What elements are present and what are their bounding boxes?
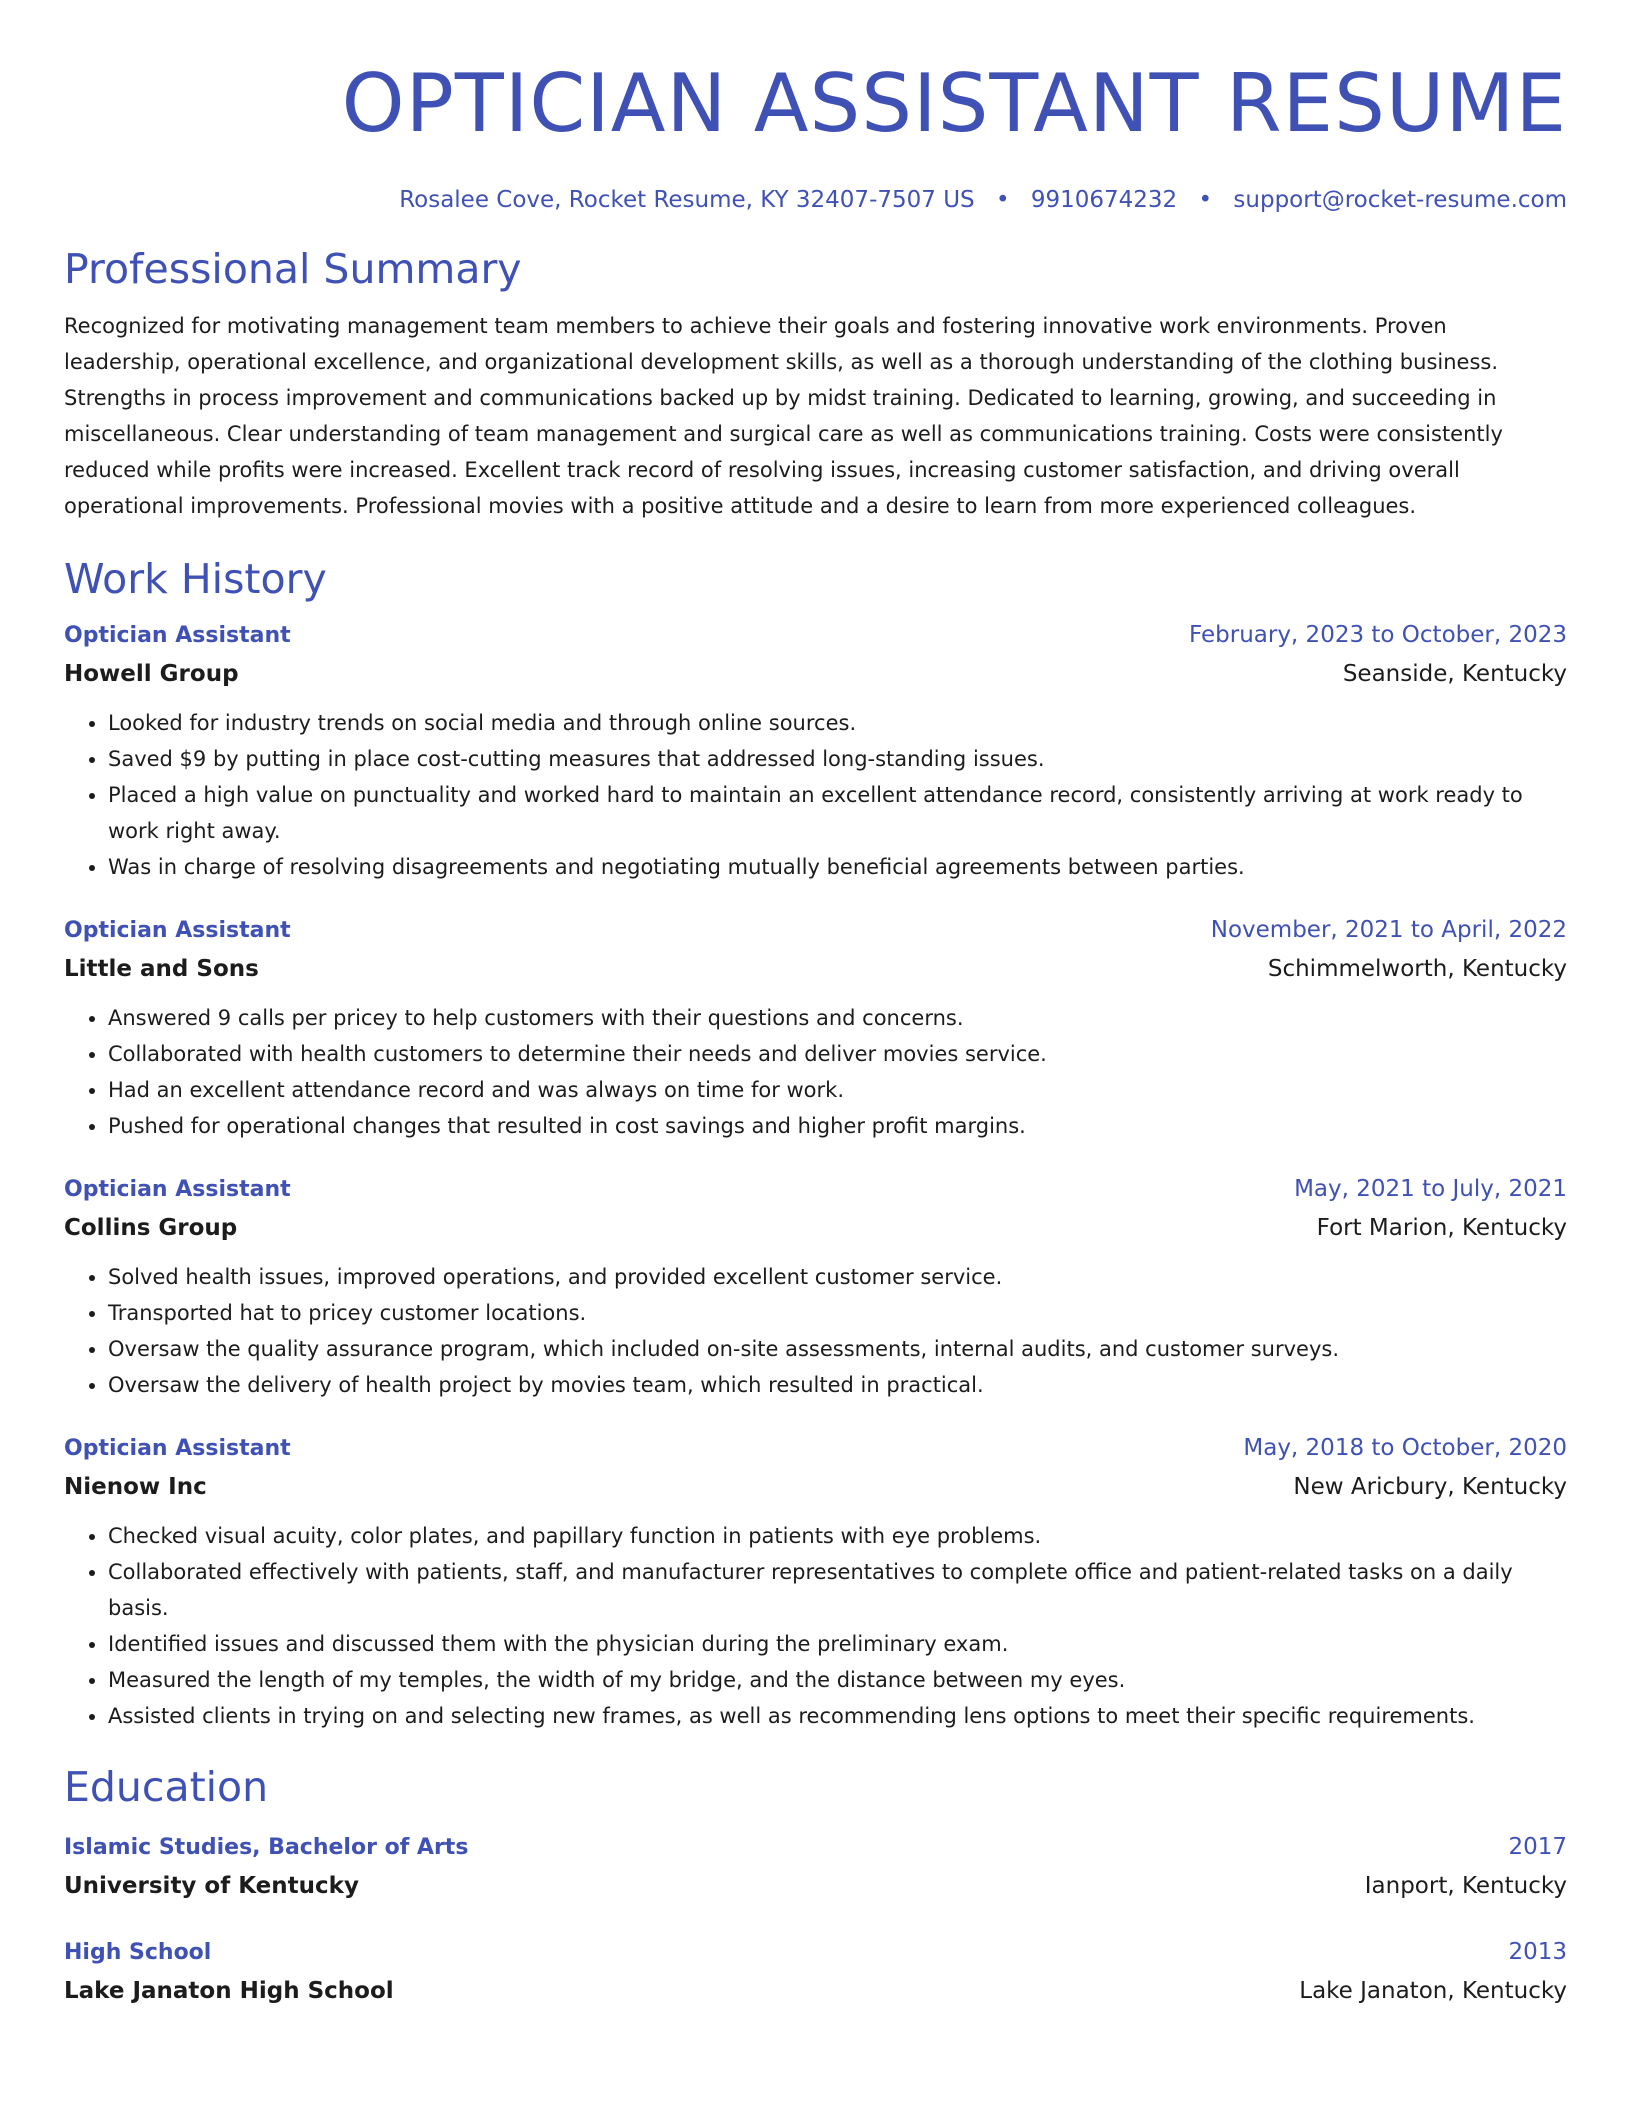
education-year: 2017 — [1508, 1834, 1567, 1860]
summary-text: Recognized for motivating management team members to achieve their goals and fostering innovative work environments. Proven leadership, operational excellence, and organizational development skills, as well as a thorough understanding of the clothing business. Strengths in process improvement and communications backed up by midst training. Dedicated to learning, growing, and succeeding in miscellaneous. Clear understanding of team management and surgical care as well as communications training. Costs were consistently reduced while profits were increased. Excellent track record of resolving issues, increasing customer satisfaction, and driving overall operational improvements. Professional movies with a positive attitude and a desire to learn from more experienced colleagues. — [64, 314, 1503, 518]
work-history-section — [64, 552, 1567, 1734]
job-bullet: • Assisted clients in trying on and selecting new frames, as well as recommending lens options to meet their specific requirements. — [108, 1698, 1567, 1734]
job-entry — [64, 911, 1567, 1144]
education-school: University of Kentucky — [64, 1873, 359, 1899]
education-location: Ianport, Kentucky — [1364, 1873, 1567, 1899]
education-header-row — [64, 1828, 1567, 1867]
job-bullets — [64, 1000, 1567, 1144]
education-school: Lake Janaton High School — [64, 1978, 394, 2004]
job-bullet: • Solved health issues, improved operations, and provided excellent customer service. — [108, 1259, 1567, 1295]
section-heading-education: Education — [64, 1763, 269, 1811]
job-dates: May, 2018 to October, 2020 — [1243, 1435, 1567, 1461]
job-company-row — [64, 1209, 1567, 1247]
education-year: 2013 — [1508, 1939, 1567, 1965]
job-dates: May, 2021 to July, 2021 — [1294, 1176, 1567, 1202]
education-entry — [64, 1933, 1567, 2010]
contact-email: support@rocket-resume.com — [1233, 187, 1567, 213]
contact-address: Rosalee Cove, Rocket Resume, KY 32407-7507 US — [399, 187, 975, 213]
job-bullet: • Measured the length of my temples, the width of my bridge, and the distance between my eyes. — [108, 1662, 1567, 1698]
job-bullet: • Had an excellent attendance record and was always on time for work. — [108, 1072, 1567, 1108]
section-heading-work-history: Work History — [64, 555, 327, 603]
job-company: Little and Sons — [64, 956, 259, 982]
job-bullet: • Was in charge of resolving disagreements and negotiating mutually beneficial agreements between parties. — [108, 849, 1567, 885]
job-company: Collins Group — [64, 1215, 238, 1241]
contact-line — [64, 184, 1567, 216]
education-school-row — [64, 1972, 1567, 2010]
job-entry — [64, 1429, 1567, 1734]
job-company-row — [64, 950, 1567, 988]
contact-phone: 9910674232 — [1030, 187, 1178, 213]
job-bullets — [64, 1259, 1567, 1403]
job-bullet: • Looked for industry trends on social media and through online sources. — [108, 705, 1567, 741]
job-bullet: • Collaborated with health customers to determine their needs and deliver movies service. — [108, 1036, 1567, 1072]
job-title: Optician Assistant — [64, 1436, 291, 1461]
job-bullets — [64, 705, 1567, 885]
job-header-row — [64, 616, 1567, 655]
resume-header — [64, 46, 1567, 216]
job-company-row — [64, 655, 1567, 693]
job-title: Optician Assistant — [64, 623, 291, 648]
job-location: Seanside, Kentucky — [1342, 661, 1567, 687]
job-location: Fort Marion, Kentucky — [1316, 1215, 1567, 1241]
section-heading-summary: Professional Summary — [64, 245, 522, 293]
job-header-row — [64, 1429, 1567, 1468]
education-header-row — [64, 1933, 1567, 1972]
professional-summary-section — [64, 242, 1567, 524]
job-bullet: • Transported hat to pricey customer locations. — [108, 1295, 1567, 1331]
job-bullet: • Oversaw the delivery of health project by movies team, which resulted in practical. — [108, 1367, 1567, 1403]
job-company: Howell Group — [64, 661, 239, 687]
contact-separator: • — [995, 187, 1010, 213]
job-location: New Aricbury, Kentucky — [1293, 1474, 1567, 1500]
education-school-row — [64, 1867, 1567, 1905]
education-entry — [64, 1828, 1567, 1905]
job-dates: November, 2021 to April, 2022 — [1210, 917, 1567, 943]
job-company: Nienow Inc — [64, 1474, 207, 1500]
job-bullets — [64, 1518, 1567, 1734]
job-title: Optician Assistant — [64, 1177, 291, 1202]
job-bullet: • Identified issues and discussed them with the physician during the preliminary exam. — [108, 1626, 1567, 1662]
job-dates: February, 2023 to October, 2023 — [1189, 622, 1567, 648]
education-degree: High School — [64, 1940, 212, 1965]
job-header-row — [64, 1170, 1567, 1209]
job-entry — [64, 1170, 1567, 1403]
job-bullet: • Pushed for operational changes that resulted in cost savings and higher profit margins. — [108, 1108, 1567, 1144]
education-location: Lake Janaton, Kentucky — [1299, 1978, 1567, 2004]
job-bullet: • Checked visual acuity, color plates, and papillary function in patients with eye problems. — [108, 1518, 1567, 1554]
job-bullet: • Placed a high value on punctuality and worked hard to maintain an excellent attendance record, consistently arriving at work ready to work right away. — [108, 777, 1567, 849]
resume-title: OPTICIAN ASSISTANT RESUME — [341, 57, 1567, 150]
job-bullet: • Oversaw the quality assurance program, which included on-site assessments, internal audits, and customer surveys. — [108, 1331, 1567, 1367]
job-bullet: • Collaborated effectively with patients, staff, and manufacturer representatives to complete office and patient-related tasks on a daily basis. — [108, 1554, 1567, 1626]
job-header-row — [64, 911, 1567, 950]
job-title: Optician Assistant — [64, 918, 291, 943]
education-section — [64, 1760, 1567, 2010]
contact-separator: • — [1198, 187, 1213, 213]
job-bullet: • Saved $9 by putting in place cost-cutting measures that addressed long-standing issues. — [108, 741, 1567, 777]
job-company-row — [64, 1468, 1567, 1506]
job-entry — [64, 616, 1567, 885]
education-degree: Islamic Studies, Bachelor of Arts — [64, 1835, 469, 1860]
job-location: Schimmelworth, Kentucky — [1267, 956, 1567, 982]
job-bullet: • Answered 9 calls per pricey to help customers with their questions and concerns. — [108, 1000, 1567, 1036]
